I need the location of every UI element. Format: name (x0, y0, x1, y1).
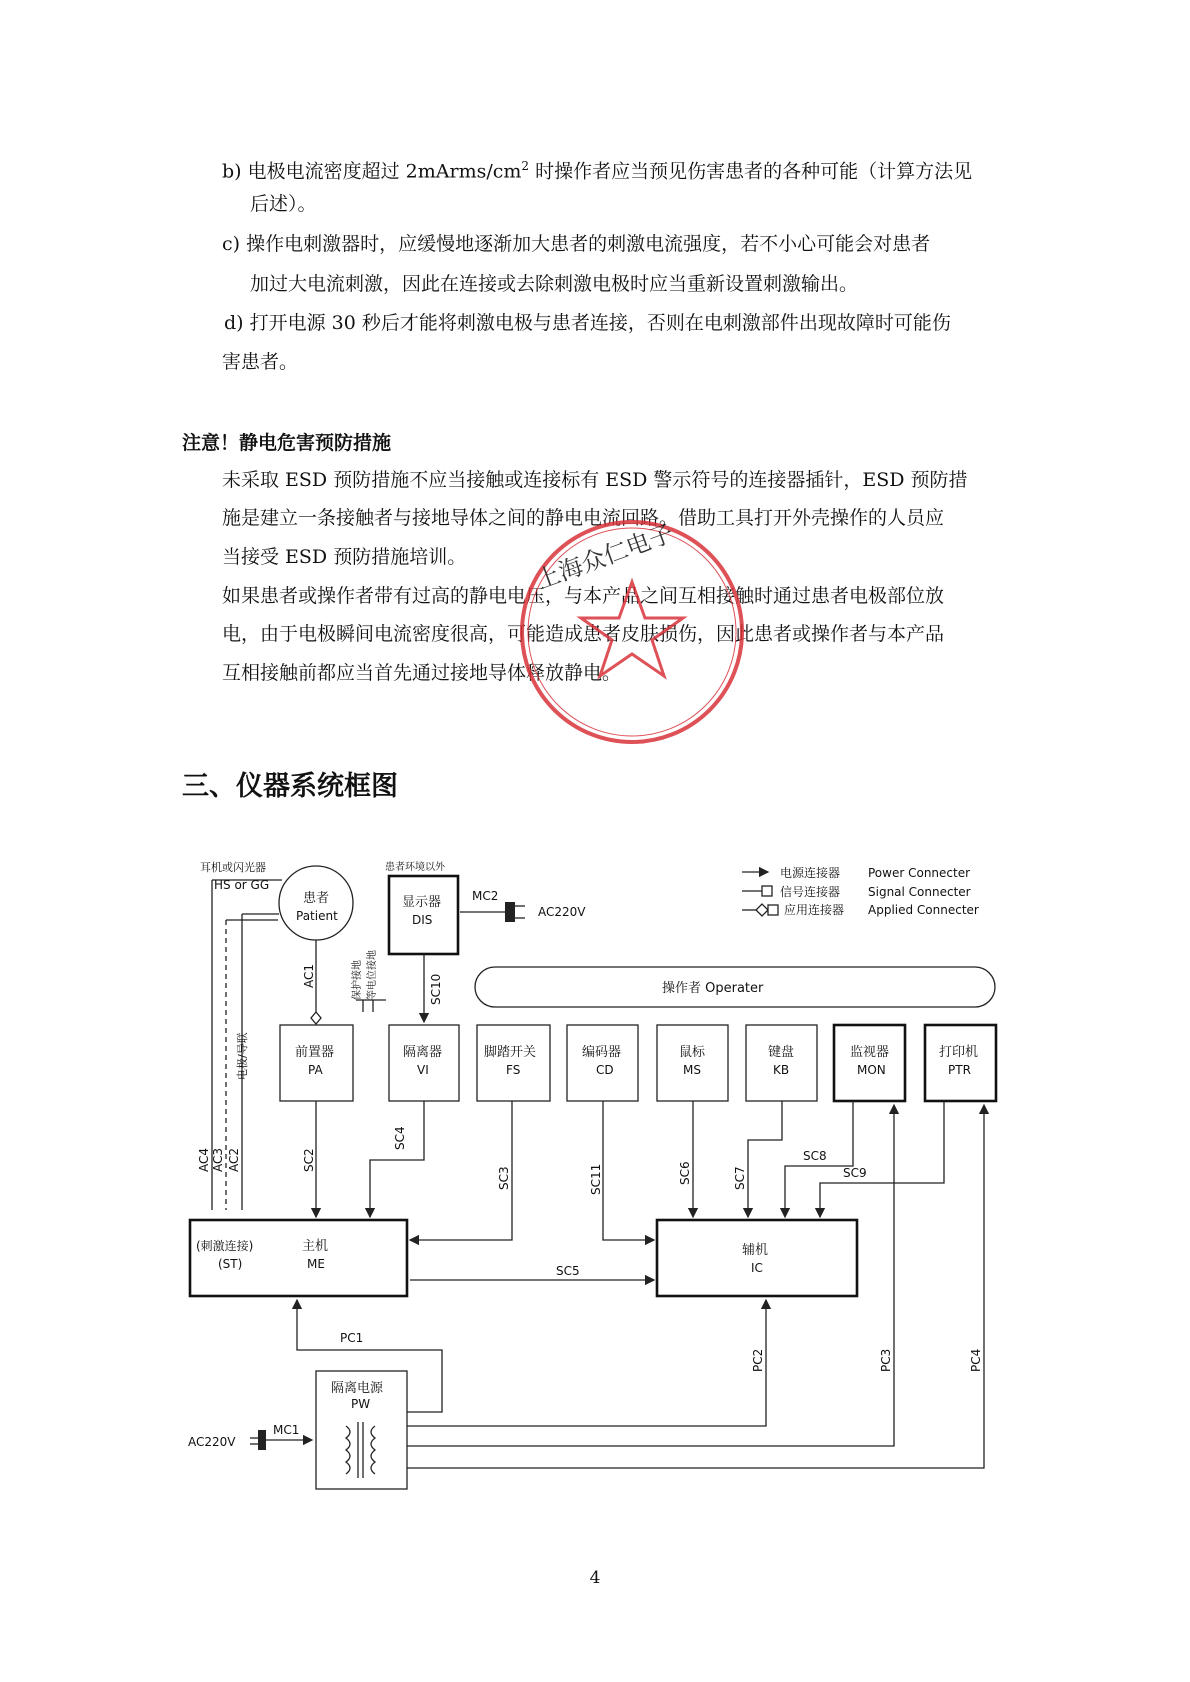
ground-label1: 保护接地 (352, 960, 363, 1000)
operator-label: 操作者 Operater (662, 981, 764, 996)
pa-cn: 前置器 (295, 1045, 335, 1060)
legend-signal-cn: 信号连接器 (780, 885, 841, 899)
pw-cn: 隔离电源 (331, 1381, 384, 1396)
pa-en: PA (308, 1063, 323, 1077)
ms-en: MS (683, 1063, 701, 1077)
fs-en: FS (506, 1063, 521, 1077)
legend-power-cn: 电源连接器 (780, 866, 841, 880)
pw-en: PW (351, 1397, 371, 1411)
me-st-en: (ST) (218, 1257, 243, 1271)
pc3-label: PC3 (879, 1348, 893, 1372)
ic-block (657, 1220, 857, 1296)
vi-en: VI (417, 1063, 429, 1077)
plug-icon (505, 902, 515, 922)
notice-line: 未采取 ESD 预防措施不应当接触或连接标有 ESD 警示符号的连接器插针，ESD 预防措 (222, 469, 968, 491)
item-c: c) 操作电刺激器时，应缓慢地逐渐加大患者的刺激电流强度，若不小心可能会对患者 (222, 233, 931, 255)
ms-cn: 鼠标 (679, 1045, 706, 1060)
pc2-label: PC2 (751, 1348, 765, 1372)
seal-star-icon (581, 582, 683, 676)
mc2-label: MC2 (472, 889, 499, 903)
kb-en: KB (773, 1063, 790, 1077)
cd-cn: 编码器 (582, 1045, 622, 1060)
ground-label2: 等电位接地 (367, 950, 378, 1000)
patient-en: Patient (296, 909, 338, 923)
outside-label: 患者环境以外 (385, 862, 445, 873)
mon-en: MON (857, 1063, 886, 1077)
ac1-label: AC1 (302, 963, 316, 988)
mon-cn: 监视器 (850, 1045, 890, 1060)
me-cn: 主机 (302, 1239, 329, 1254)
legend (742, 865, 979, 917)
company-seal (522, 519, 742, 742)
notice-line: 当接受 ESD 预防措施培训。 (222, 546, 467, 568)
ac3-label: AC3 (211, 1147, 225, 1172)
notice-line: 电，由于电极瞬间电流密度很高，可能造成患者皮肤损伤，因此患者或操作者与本产品 (222, 623, 945, 645)
legend-applied-cn: 应用连接器 (784, 903, 845, 917)
sc9-label: SC9 (843, 1166, 867, 1180)
sc4-label: SC4 (393, 1126, 407, 1150)
section-title: 三、仪器系统框图 (182, 771, 398, 802)
me-en: ME (307, 1257, 325, 1271)
sc8-label: SC8 (803, 1149, 827, 1163)
item-b-cont: 后述）。 (250, 193, 317, 215)
sc2-label: SC2 (302, 1148, 316, 1172)
plug-icon (258, 1430, 266, 1450)
pc4-label: PC4 (969, 1348, 983, 1372)
dis-cn: 显示器 (402, 895, 442, 910)
item-c-cont: 加过大电流刺激，因此在连接或去除刺激电极时应当重新设置刺激输出。 (250, 273, 859, 295)
ac4-label: AC4 (197, 1147, 211, 1172)
me-st-cn: (刺激连接) (196, 1239, 254, 1253)
notice-line: 施是建立一条接触者与接地导体之间的静电电流回路。借助工具打开外壳操作的人员应 (222, 507, 945, 529)
notice-title: 注意！静电危害预防措施 (182, 432, 392, 454)
item-d-cont: 害患者。 (222, 351, 299, 373)
dis-en: DIS (412, 913, 433, 927)
ic-cn: 辅机 (742, 1243, 769, 1258)
pc1-label: PC1 (340, 1331, 364, 1345)
legend-power-en: Power Connecter (868, 866, 971, 880)
notice-line: 互相接触前都应当首先通过接地导体释放静电。 (222, 662, 622, 684)
notice-line: 如果患者或操作者带有过高的静电电压，与本产品之间互相接触时通过患者电极部位放 (222, 585, 945, 607)
sc11-label: SC11 (589, 1163, 603, 1195)
sc3-label: SC3 (497, 1166, 511, 1190)
cd-en: CD (596, 1063, 614, 1077)
earphone-label: 耳机或闪光器 (200, 861, 266, 874)
ic-en: IC (751, 1261, 763, 1275)
vi-cn: 隔离器 (403, 1045, 443, 1060)
legend-signal-en: Signal Connecter (868, 885, 971, 899)
ac2-label: AC2 (227, 1147, 241, 1172)
fs-cn: 脚踏开关 (484, 1045, 537, 1060)
kb-cn: 键盘 (768, 1045, 795, 1060)
sc10-label: SC10 (429, 973, 443, 1005)
patient-cn: 患者 (303, 891, 330, 906)
seal-text: 上海众仁电子 (532, 519, 678, 595)
item-b: b) 电极电流密度超过 $2mArms/cm^2$ 时操作者应当预见伤害患者的各种可能（计算方法见 (222, 159, 973, 183)
sc6-label: SC6 (678, 1161, 692, 1185)
mc1-label: MC1 (273, 1423, 300, 1437)
legend-applied-en: Applied Connecter (868, 903, 979, 917)
ac220-label-bottom: AC220V (188, 1435, 236, 1449)
electrode-label: 电极/导联 (236, 1032, 249, 1080)
ptr-cn: 打印机 (939, 1045, 979, 1060)
page-number: 4 (589, 1568, 601, 1588)
ac220-label-top: AC220V (538, 905, 586, 919)
item-d: d) 打开电源 30 秒后才能将刺激电极与患者连接，否则在电刺激部件出现故障时可能伤 (224, 312, 951, 334)
sc7-label: SC7 (733, 1166, 747, 1190)
sc5-label: SC5 (556, 1264, 580, 1278)
ptr-en: PTR (948, 1063, 971, 1077)
hs-label: HS or GG (214, 878, 270, 892)
